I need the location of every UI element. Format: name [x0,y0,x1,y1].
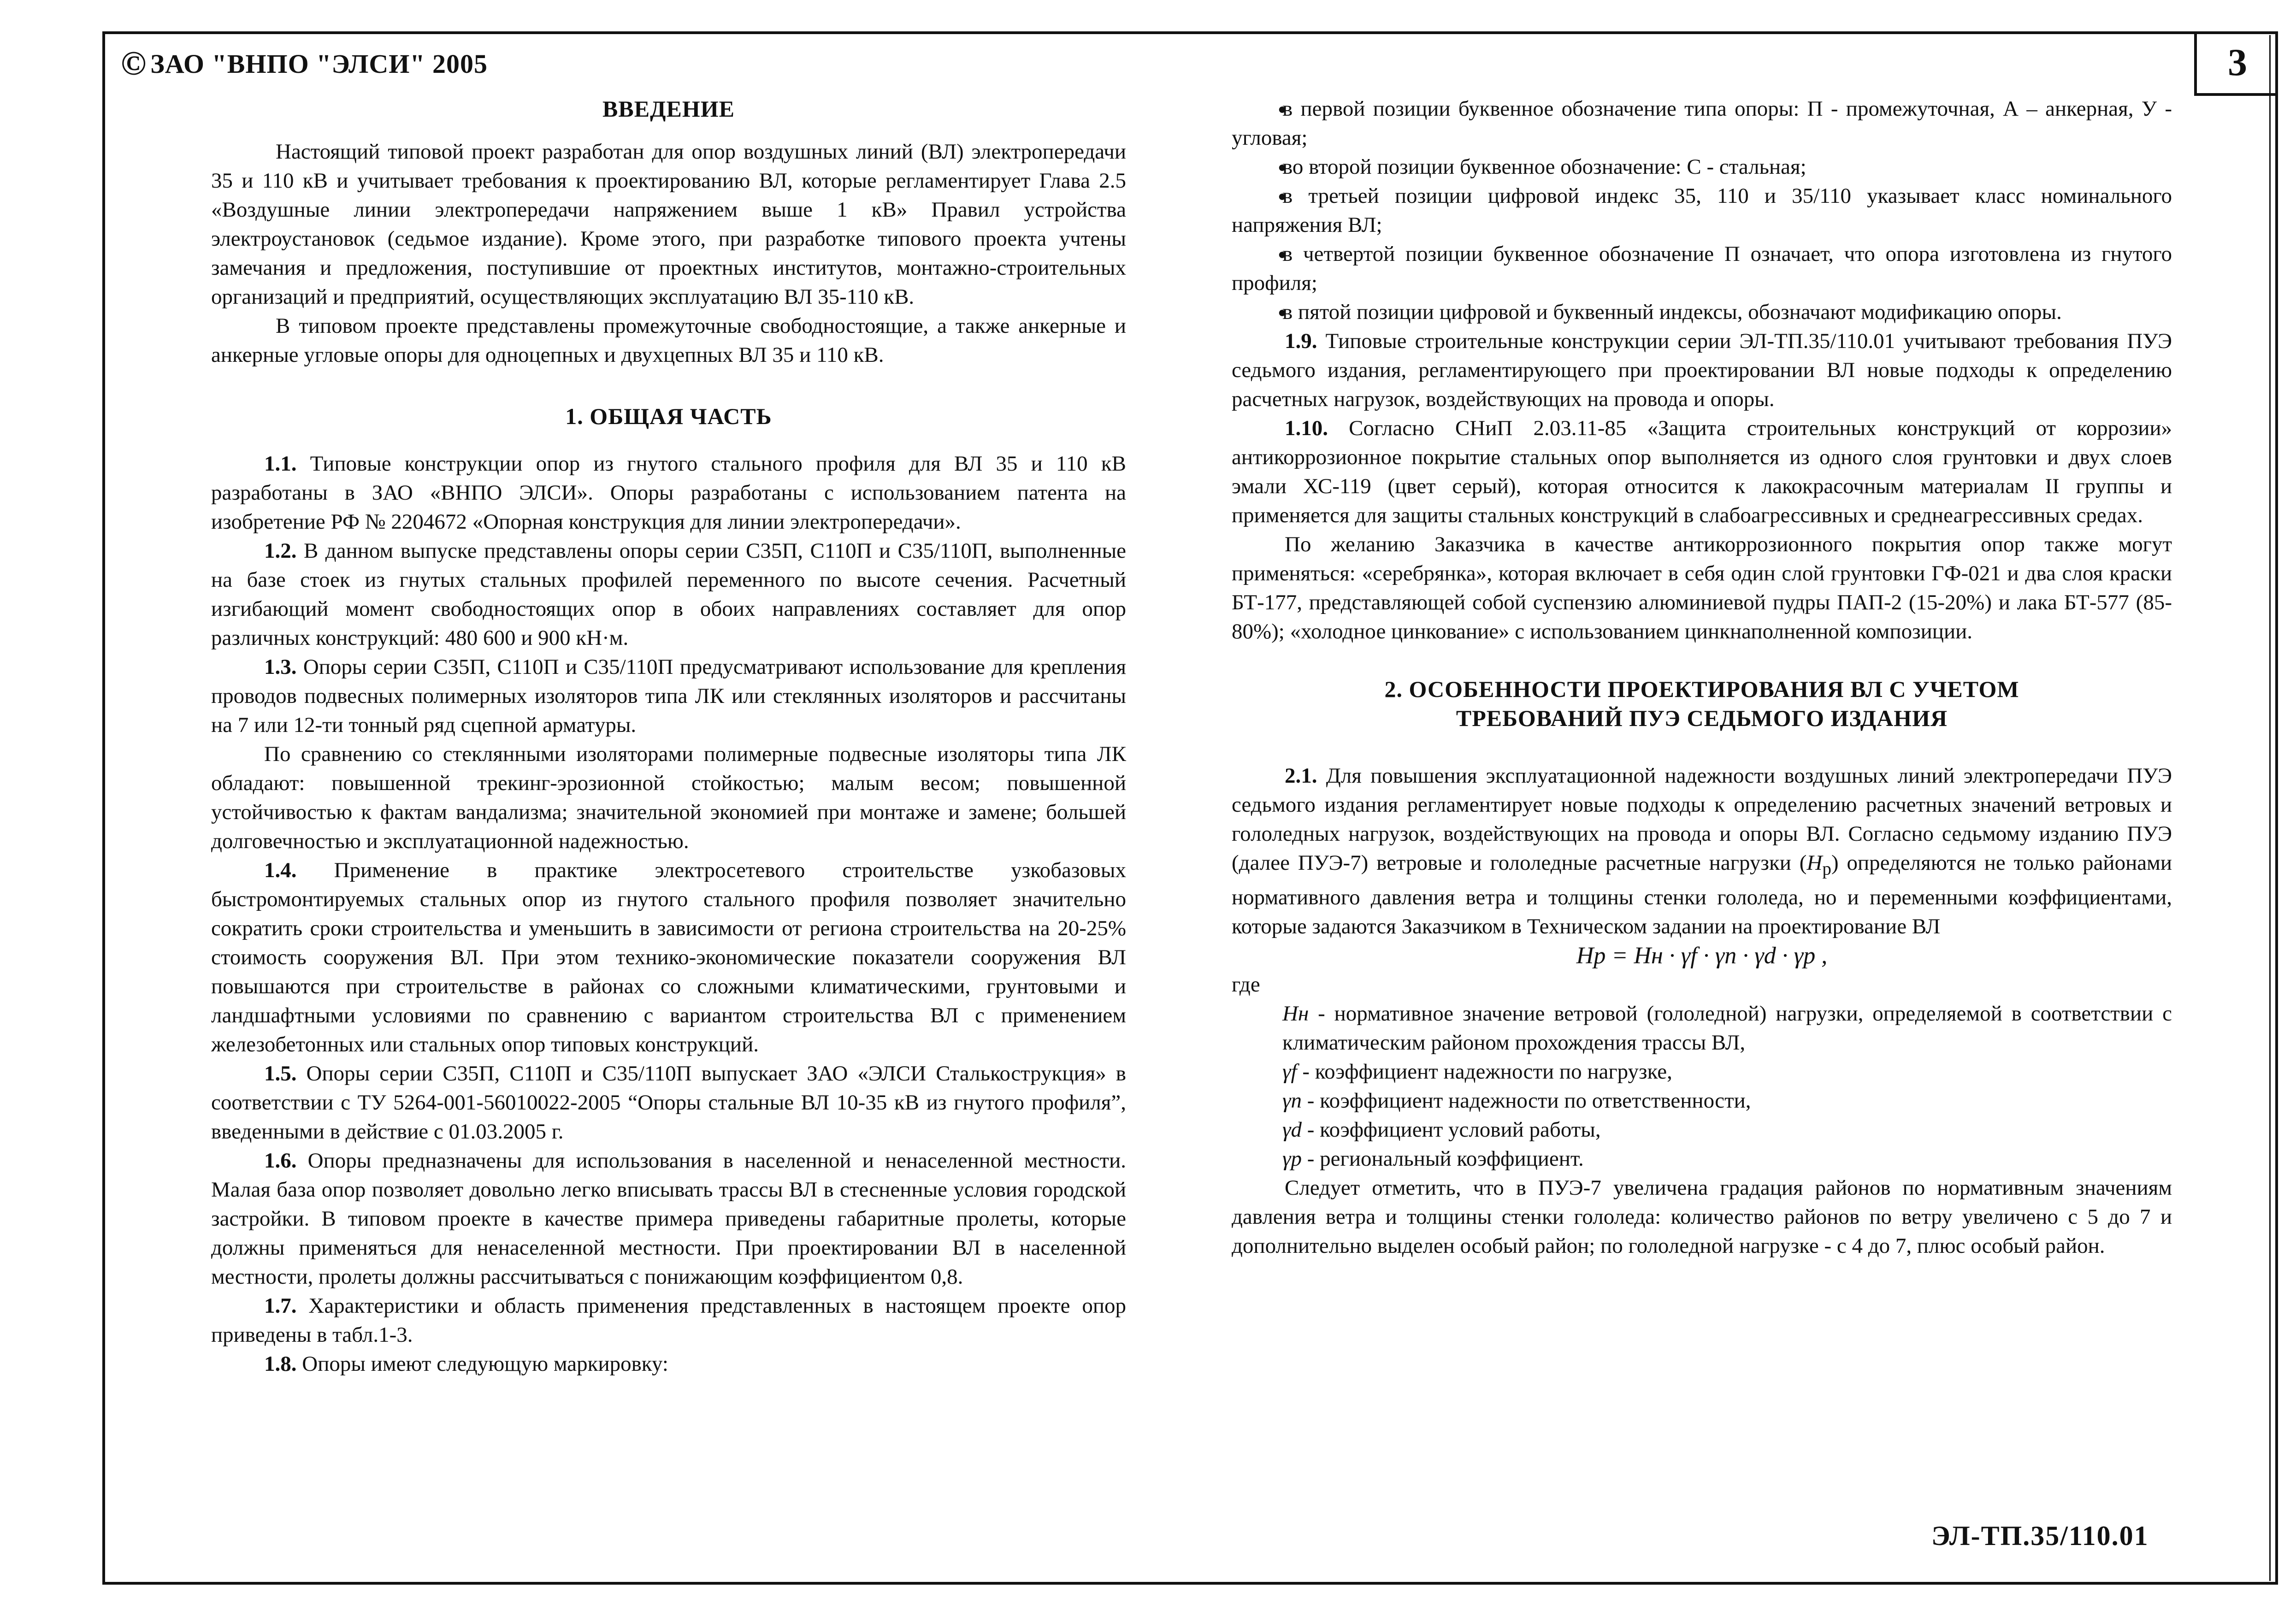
left-column [211,94,1126,1379]
paragraph-text: ) определяются не только районами нормативного давления ветра и толщины стенки гололеда, но и переменными коэффициентами, которые задаются Заказчиком в Техническом задании на проектирование ВЛ [1232,851,2172,939]
definition-text: - нормативное значение ветровой (гололедной) нагрузки, определяемой в соответствии с климатическим районом прохождения трассы ВЛ, [1282,1002,2172,1055]
paragraph-text: Типовые конструкции опор из гнутого стального профиля для ВЛ 35 и 110 кВ разработаны в ЗАО «ВНПО ЭЛСИ». Опоры разработаны с использованием патента на изобретение РФ № 2204672 «Опорная конструкция для линии электропередачи». [211,452,1126,534]
paragraph-text: Типовые строительные конструкции серии ЭЛ-ТП.35/110.01 учитывают требования ПУЭ седьмого издания, регламентирующего при проектировании ВЛ новые подходы к определению расчетных нагрузок, воздействующих на провода и опоры. [1232,329,2172,411]
list-item: ● в четвертой позиции буквенное обозначение П означает, что опора изготовлена из гнутого профиля; [1232,240,2172,298]
definition-item [1232,1086,2172,1115]
paragraph-number: 1.2. [264,539,297,563]
paragraph-1-8 [211,1350,1126,1379]
definition-text: - коэффициент условий работы, [1302,1118,1601,1142]
paragraph-number: 1.9. [1285,329,1317,353]
definition-item [1232,999,2172,1057]
definition-symbol: Hн [1282,1002,1309,1026]
list-item: ● во второй позиции буквенное обозначение: С - стальная; [1232,153,2172,182]
paragraph-number: 1.7. [264,1294,297,1318]
paragraph-text: Опоры предназначены для использования в населенной и ненаселенной местности. Малая база опор позволяет довольно легко вписывать трассы ВЛ в стесненные условия городской застройки. В типовом проекте в качестве примера приведены габаритные пролеты, которые должны применяться для ненаселенной местности. При проектировании ВЛ в населенной местности, пролеты должны рассчитываться с понижающим коэффициентом 0,8. [211,1149,1126,1289]
definition-symbol: γn [1282,1089,1302,1113]
paragraph-text: Согласно СНиП 2.03.11-85 «Защита строительных конструкций от коррозии» антикоррозионное покрытие стальных опор выполняется из одного слоя грунтовки и двух слоев эмали ХС-119 (цвет серый), которая относится к лакокрасочным материалам II группы и применяется для защиты стальных конструкций в слабоагрессивных и среднеагрессивных средах. [1232,416,2172,527]
closing-paragraph: Следует отметить, что в ПУЭ-7 увеличена градация районов по нормативным значениям давления ветра и толщины стенки гололеда: количество районов по ветру увеличено с 5 до 7 и дополнительно выделен особый район; по гололедной нагрузке - с 4 до 7, плюс особый район. [1232,1176,2172,1258]
paragraph-number: 1.4. [264,858,297,882]
paragraph-1-9 [1232,327,2172,414]
paragraph-number: 1.5. [264,1062,297,1085]
paragraph-number: 1.3. [264,655,297,679]
definition-text: - коэффициент надежности по ответственности, [1302,1089,1751,1113]
load-subscript: р [1822,859,1831,879]
paragraph-text: Характеристики и область применения представленных в настоящем проекте опор приведены в табл.1-3. [211,1294,1126,1347]
paragraph-1-4 [211,856,1126,1059]
list-item: ● в третьей позиции цифровой индекс 35, 110 и 35/110 указывает класс номинального напряжения ВЛ; [1232,182,2172,240]
copyright-text: ЗАО "ВНПО "ЭЛСИ" 2005 [150,49,488,79]
definition-item [1232,1115,2172,1144]
definition-symbol: γf [1282,1060,1297,1084]
paragraph-number: 1.8. [264,1352,297,1376]
definition-text: - региональный коэффициент. [1302,1147,1584,1171]
intro-title: ВВЕДЕНИЕ [602,96,735,122]
paragraph-1-3 [211,653,1126,740]
paragraph-1-10-continued: По желанию Заказчика в качестве антикоррозионного покрытия опор также могут применяться: «серебрянка», которая включает в себя один слой грунтовки ГФ-021 и два слоя краски БТ-177, представляющей собой суспензию алюминиевой пудры ПАП-2 (15-20%) и лака БТ-577 (85-80%); «холодное цинкование» с использованием цинкнаполненной композиции. [1232,532,2172,643]
intro-paragraph-2: В типовом проекте представлены промежуточные свободностоящие, а также анкерные и анкерные угловые опоры для одноцепных и двухцепных ВЛ 35 и 110 кВ. [211,314,1126,367]
paragraph-text: В данном выпуске представлены опоры серии С35П, С110П и С35/110П, выполненные на базе стоек из гнутых стальных профилей переменного по высоте сечения. Расчетный изгибающий момент свободностоящих опор в обоих направлениях составляет для опор различных конструкций: 480 600 и 900 кН·м. [211,539,1127,650]
marking-list [1232,94,2172,327]
page-number-box [2194,31,2278,96]
page-number: 3 [2228,41,2247,84]
paragraph-number: 1.10. [1285,416,1328,440]
paragraph-1-3-continued: По сравнению со стеклянными изоляторами полимерные подвесные изоляторы типа ЛК обладают: повышенной трекинг-эрозионной стойкостью; малым весом; повышенной устойчивостью к фактам вандализма; значительной экономией при монтаже и замене; большей долговечностью и эксплуатационной надежностью. [211,742,1126,853]
paragraph-1-6 [211,1146,1126,1292]
definition-item [1232,1144,2172,1174]
paragraph-1-10 [1232,414,2172,530]
intro-paragraph-1: Настоящий типовой проект разработан для опор воздушных линий (ВЛ) электропередачи 35 и 110 кВ и учитывает требования к проектированию ВЛ, которые регламентирует Глава 2.5 «Воздушные линии электропередачи напряжением выше 1 кВ» Правил устройства электроустановок (седьмое издание). Кроме этого, при разработке типового проекта учтены замечания и предложения, поступившие от проектных институтов, монтажно-строительных организаций и предприятий, осуществляющих эксплуатацию ВЛ 35-110 кВ. [211,140,1126,309]
paragraph-text: Для повышения эксплуатационной надежности воздушных линий электропередачи ПУЭ седьмого издания регламентирует новые подходы к определению расчетных значений ветровых и гололедных нагрузок, воздействующих на провода и опоры ВЛ. Согласно седьмому изданию ПУЭ (далее ПУЭ-7) ветровые и гололедные расчетные нагрузки ( [1232,764,2172,875]
load-formula: Hр = Hн · γf · γn · γd · γр , [1576,943,1828,969]
paragraph-1-7 [211,1292,1126,1350]
list-item: ● в пятой позиции цифровой и буквенный индексы, обозначают модификацию опоры. [1232,298,2172,327]
paragraph-1-2 [211,537,1126,653]
section-2-title-line-2: ТРЕБОВАНИЙ ПУЭ СЕДЬМОГО ИЗДАНИЯ [1456,705,1948,731]
definition-symbol: γр [1282,1147,1302,1171]
list-item: ● в первой позиции буквенное обозначение типа опоры: П - промежуточная, А – анкерная, У - угловая; [1232,94,2172,153]
where-label: где [1232,973,1260,997]
definition-text: - коэффициент надежности по нагрузке, [1297,1060,1672,1084]
load-symbol: H [1806,851,1823,875]
copyright-header [121,44,488,83]
definition-item [1232,1057,2172,1086]
document-code: ЭЛ-ТП.35/110.01 [1931,1521,2149,1551]
section-2-title-line-1: 2. ОСОБЕННОСТИ ПРОЕКТИРОВАНИЯ ВЛ С УЧЕТОМ [1384,676,2019,702]
paragraph-text: Опоры серии С35П, С110П и С35/110П предусматривают использование для крепления проводов подвесных полимерных изоляторов типа ЛК или стеклянных изоляторов и рассчитаны на 7 или 12-ти тонный ряд сцепной арматуры. [211,655,1127,737]
paragraph-number: 2.1. [1285,764,1317,788]
right-column [1232,94,2172,1261]
copyright-icon: © [121,45,147,83]
paragraph-2-1 [1232,761,2172,941]
paragraph-text: Опоры имеют следующую маркировку: [302,1352,668,1376]
definition-symbol: γd [1282,1118,1302,1142]
paragraph-text: Опоры серии С35П, С110П и С35/110П выпускает ЗАО «ЭЛСИ Сталькострукция» в соответствии с ТУ 5264-001-56010022-2005 “Опоры стальные ВЛ 10-35 кВ из гнутого профиля”, введенными в действие с 01.03.2005 г. [211,1062,1126,1144]
paragraph-number: 1.1. [264,452,297,476]
section-1-title: 1. ОБЩАЯ ЧАСТЬ [565,403,772,429]
paragraph-1-1 [211,449,1126,537]
paragraph-text: Применение в практике электросетевого строительстве узкобазовых быстромонтируемых стальных опор из гнутого стального профиля позволяет значительно сократить сроки строительства и уменьшить в зависимости от региона строительства на 20-25% стоимость сооружения ВЛ. При этом технико-экономические показатели сооружения ВЛ повышаются при строительстве в районах со сложными климатическими, грунтовыми и ландшафтными условиями по сравнению с вариантом строительства ВЛ с применением железобетонных или стальных опор типовых конструкций. [211,858,1127,1056]
paragraph-number: 1.6. [264,1149,297,1173]
definitions-list [1232,999,2172,1174]
paragraph-1-5 [211,1059,1126,1146]
